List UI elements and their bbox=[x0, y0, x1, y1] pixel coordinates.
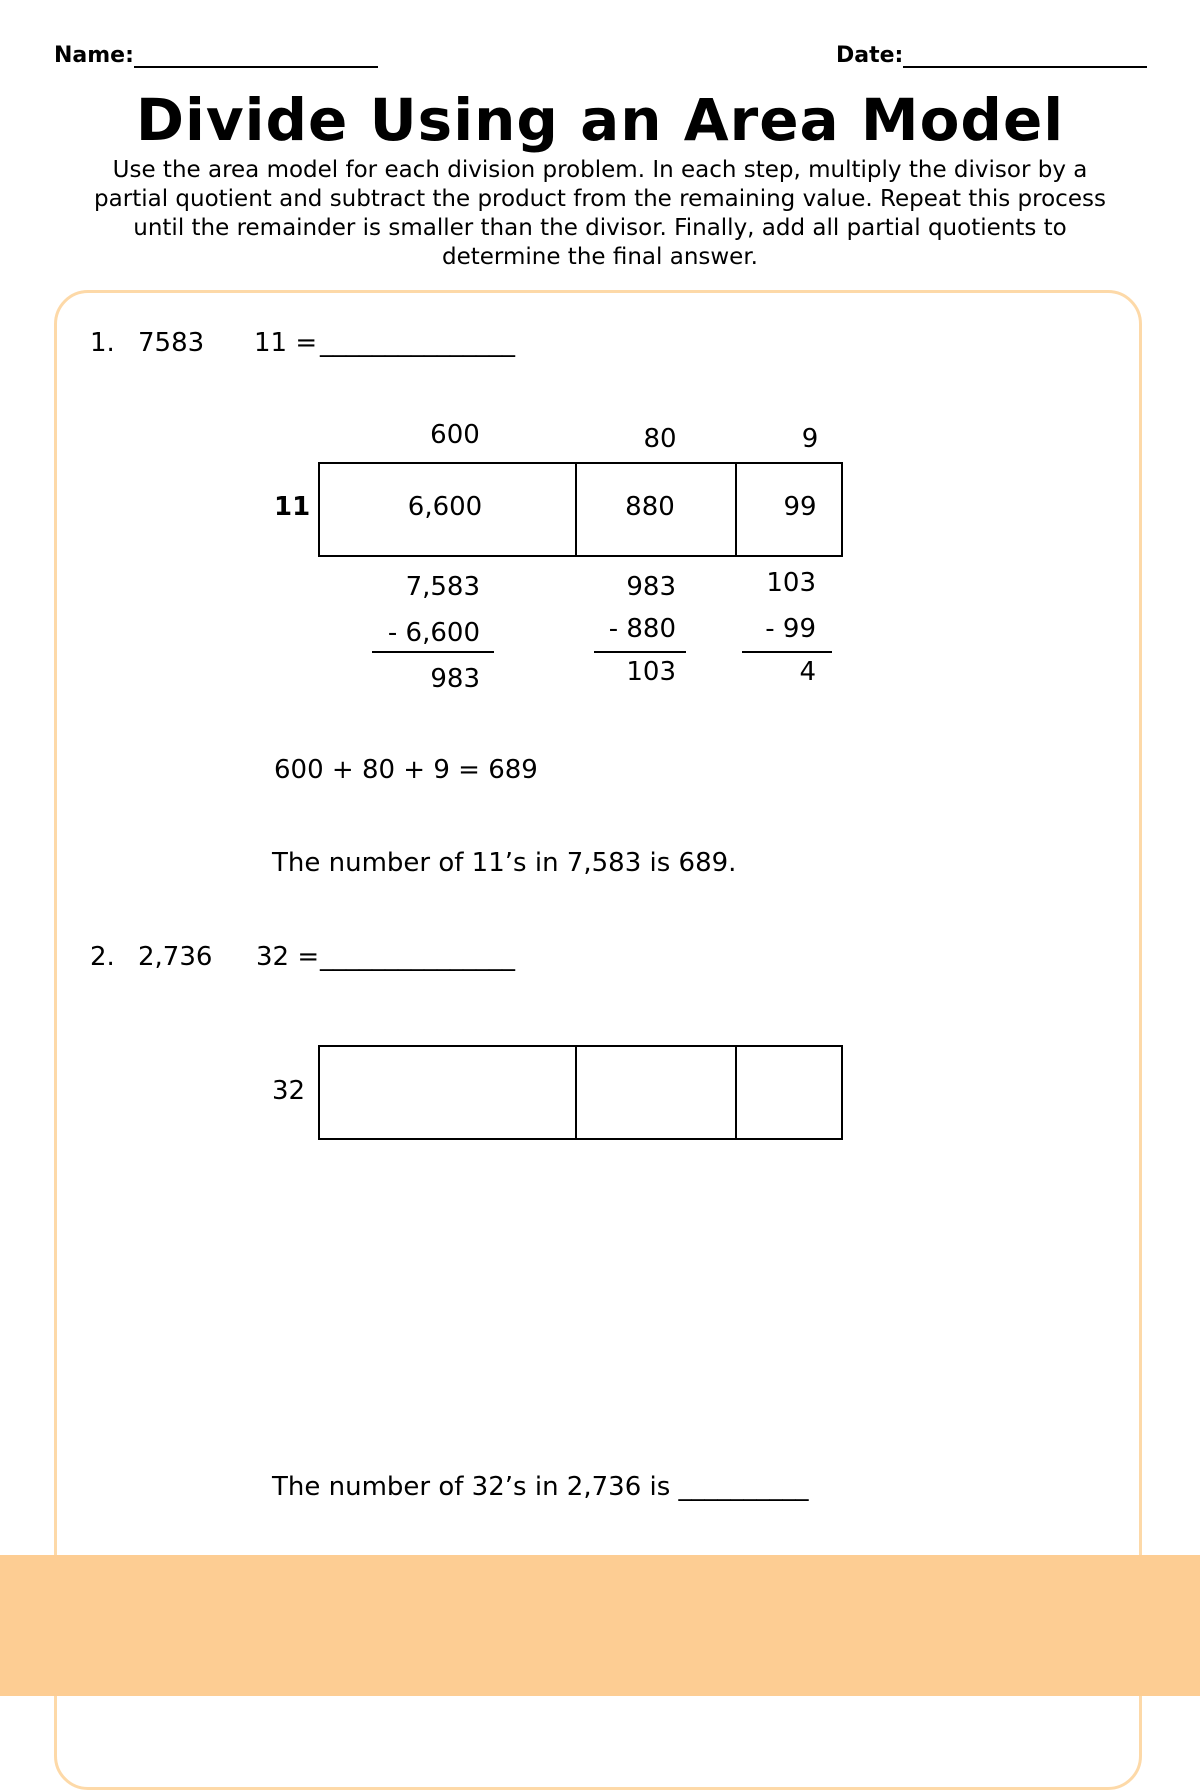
problem-1-divisor: 11 bbox=[274, 492, 311, 522]
problem-2-divisor-expr: 32 = bbox=[256, 942, 320, 972]
step-3-rule bbox=[742, 651, 832, 653]
step-2-start: 983 bbox=[626, 572, 676, 602]
area-model-1-divider-2 bbox=[735, 462, 737, 557]
area-model-1-divider-1 bbox=[575, 462, 577, 557]
date-label: Date: bbox=[836, 43, 904, 68]
step-2-result: 103 bbox=[626, 657, 676, 687]
area-model-2-divider-2 bbox=[735, 1045, 737, 1140]
problem-1-divisor-expr: 11 = bbox=[254, 328, 318, 358]
area-model-2-divider-1 bbox=[575, 1045, 577, 1140]
problem-2-conclusion-text: The number of 32’s in 2,736 is bbox=[272, 1472, 671, 1502]
problem-2-number: 2. bbox=[90, 942, 115, 972]
step-1-result: 983 bbox=[430, 664, 480, 694]
problem-1-answer-blank[interactable]: _______________ bbox=[320, 328, 515, 358]
area-product-3: 99 bbox=[783, 492, 817, 522]
name-label: Name: bbox=[54, 43, 134, 68]
area-product-1: 6,600 bbox=[407, 492, 483, 522]
footer-band bbox=[0, 1555, 1200, 1696]
problem-2-dividend: 2,736 bbox=[138, 942, 213, 972]
partial-quotient-1: 600 bbox=[430, 420, 480, 450]
problem-1-number: 1. bbox=[90, 328, 115, 358]
step-3-minus: - 99 bbox=[765, 614, 816, 644]
step-1-minus: - 6,600 bbox=[387, 618, 480, 648]
problem-1-dividend: 7583 bbox=[138, 328, 205, 358]
problem-2-divisor: 32 bbox=[272, 1076, 306, 1106]
problem-2-conclusion-blank[interactable]: __________ bbox=[678, 1472, 809, 1502]
date-line bbox=[903, 42, 1147, 68]
date-field[interactable] bbox=[836, 42, 1147, 68]
instructions: Use the area model for each division problem. In each step, multiply the divisor by a partial quotient and subtract the product from the remaining value. Repeat this process until the remainder is smaller than the divisor. Finally, add all partial quotients to determine the final answer. bbox=[94, 157, 1106, 270]
partial-quotient-sum: 600 + 80 + 9 = 689 bbox=[274, 755, 538, 785]
page-title: Divide Using an Area Model bbox=[135, 86, 1065, 154]
name-field[interactable] bbox=[54, 42, 378, 68]
area-product-2: 880 bbox=[625, 492, 675, 522]
step-2-minus: - 880 bbox=[608, 614, 676, 644]
problem-2-answer-blank[interactable]: _______________ bbox=[320, 942, 515, 972]
step-1-rule bbox=[372, 651, 494, 653]
partial-quotient-2: 80 bbox=[643, 424, 677, 454]
name-line bbox=[134, 42, 378, 68]
problem-2-conclusion bbox=[272, 1472, 809, 1502]
partial-quotient-3: 9 bbox=[801, 424, 819, 454]
problem-1-conclusion: The number of 11’s in 7,583 is 689. bbox=[272, 848, 737, 878]
step-3-start: 103 bbox=[766, 568, 816, 598]
step-1-start: 7,583 bbox=[405, 572, 480, 602]
step-2-rule bbox=[594, 651, 686, 653]
step-3-result: 4 bbox=[799, 657, 816, 687]
area-model-2[interactable] bbox=[318, 1045, 843, 1140]
